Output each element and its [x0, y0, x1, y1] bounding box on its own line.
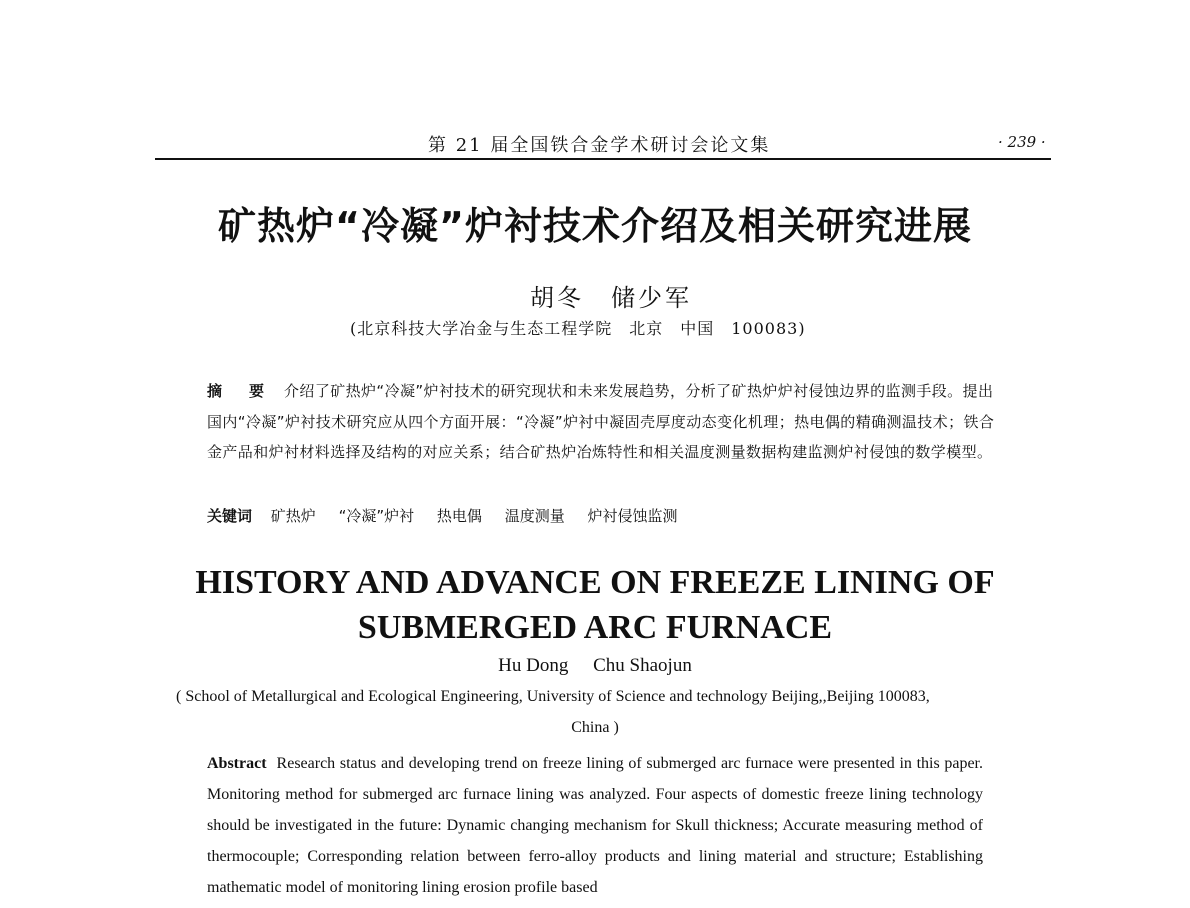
abstract-cn-label: 摘 要 — [207, 382, 271, 400]
paper-title-cn: 矿热炉“冷凝”炉衬技术介绍及相关研究进展 — [218, 204, 972, 248]
authors-en — [0, 655, 1190, 677]
keyword-cn: 热电偶 — [436, 507, 482, 525]
author-en: Chu Shaojun — [593, 655, 692, 676]
keyword-cn: 炉衬侵蚀监测 — [587, 507, 678, 525]
author-en: Hu Dong — [498, 655, 569, 676]
abstract-cn-text: 介绍了矿热炉“冷凝”炉衬技术的研究现状和未来发展趋势，分析了矿热炉炉衬侵蚀边界的监测手段。提出国内“冷凝”炉衬技术研究应从四个方面开展：“冷凝”炉衬中凝固壳厚度动态变化机理；热电偶的精确测温技术；铁合金产品和炉衬材料选择及结构的对应关系；结合矿热炉冶炼特性和相关温度测量数据构建监测炉衬侵蚀的数学模型。 — [207, 382, 995, 462]
abstract-en-text: Research status and developing trend on freeze lining of submerged arc furnace were presented in this paper. Monitoring method for submerged arc furnace lining was analyzed. Four aspects of domestic freeze lining technology should be investigated in the future: Dynamic changing mechanism for Skull thickness; Accurate measuring method of thermocouple; Corresponding relation between ferro-alloy products and lining material and structure; Establishing mathematic model of monitoring lining erosion profile based — [207, 755, 983, 896]
affiliation-en-line2: China ) — [571, 719, 619, 736]
header-rule — [155, 158, 1051, 160]
affiliation-cn: (北京科技大学冶金与生态工程学院 北京 中国 100083) — [350, 319, 806, 338]
keyword-cn: “冷凝”炉衬 — [338, 507, 415, 525]
abstract-en-label: Abstract — [207, 755, 267, 772]
keywords-cn-label: 关键词 — [207, 507, 253, 525]
keyword-cn: 温度测量 — [504, 507, 565, 525]
paper-title-en-line1: HISTORY AND ADVANCE ON FREEZE LINING OF — [195, 564, 995, 601]
page-number: · 239 · — [998, 133, 1046, 151]
abstract-en — [207, 748, 983, 903]
authors-cn: 胡冬 储少军 — [530, 284, 692, 312]
running-header: 第 21 届全国铁合金学术研讨会论文集 — [428, 135, 771, 156]
paper-title-en-line2: SUBMERGED ARC FURNACE — [357, 609, 833, 646]
affiliation-en-line1: ( School of Metallurgical and Ecological Engineering, University of Science and technology Beijing,,Beijing 100083, — [176, 688, 930, 705]
keyword-cn: 矿热炉 — [270, 507, 316, 525]
keywords-cn — [207, 505, 696, 526]
abstract-cn — [207, 376, 1007, 468]
